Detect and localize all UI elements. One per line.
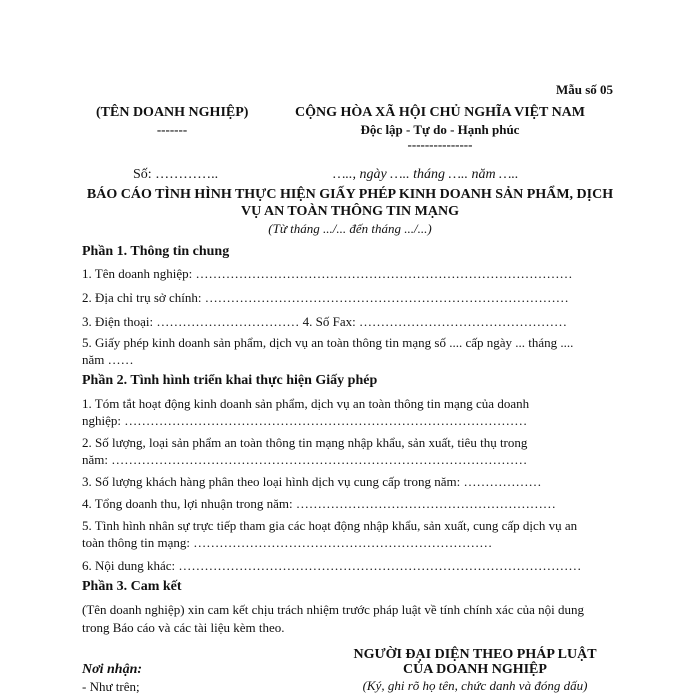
section2-item: 2. Số lượng, loại sản phẩm an toàn thông tin mạng nhập khẩu, sản xuất, tiêu thụ trong: [82, 435, 528, 450]
section1-item: 3. Điện thoại: …………………………… 4. Số Fax: …………………………………………: [82, 314, 567, 329]
section2-item: 3. Số lượng khách hàng phân theo loại hình dịch vụ cung cấp trong năm: ………………: [82, 474, 542, 489]
country-name: CỘNG HÒA XÃ HỘI CHỦ NGHĨA VIỆT NAM: [294, 105, 585, 120]
section2-item: 5. Tình hình nhân sự trực tiếp tham gia các hoạt động nhập khẩu, sản xuất, cung cấp dịch vụ an: [82, 518, 578, 533]
section2-heading: Phần 2. Tình hình triển khai thực hiện Giấy phép: [82, 373, 378, 388]
section2-item: 6. Nội dung khác: …………………………………………………………………………………: [82, 558, 582, 573]
section3-line: trong Báo cáo và các tài liệu kèm theo.: [82, 620, 285, 635]
section1-item: 1. Tên doanh nghiệp: ……………………………………………………………………………: [82, 266, 573, 281]
title-line1: BÁO CÁO TÌNH HÌNH THỰC HIỆN GIẤY PHÉP KINH DOANH SẢN PHẨM, DỊCH: [86, 187, 614, 202]
section3-heading: Phần 3. Cam kết: [82, 579, 182, 594]
section2-item: năm: ……………………………………………………………………………………: [82, 452, 528, 467]
recipients-label: Nơi nhận:: [82, 662, 143, 677]
section2-item: 4. Tổng doanh thu, lợi nhuận trong năm: ……………………………………………………: [82, 496, 556, 511]
section1-item: năm ……: [82, 352, 134, 367]
section2-item: toàn thông tin mạng: ……………………………………………………………: [82, 535, 493, 550]
motto: Độc lập - Tự do - Hạnh phúc: [360, 122, 520, 137]
document-date: ….., ngày ….. tháng ….. năm …..: [333, 167, 519, 182]
section1-heading: Phần 1. Thông tin chung: [82, 244, 230, 259]
section2-item: nghiệp: …………………………………………………………………………………: [82, 413, 528, 428]
signature-note: (Ký, ghi rõ họ tên, chức danh và đóng dấu): [362, 678, 588, 693]
section3-line: (Tên doanh nghiệp) xin cam kết chịu trách nhiệm trước pháp luật về tính chính xác của nội dung: [82, 602, 584, 617]
section2-item: 1. Tóm tắt hoạt động kinh doanh sản phẩm, dịch vụ an toàn thông tin mạng của doanh: [82, 396, 530, 411]
form-number: Mẫu số 05: [556, 82, 614, 97]
company-dashes: -------: [156, 122, 188, 137]
document-number: Số: …………..: [133, 167, 219, 182]
signature-title-line2: CỦA DOANH NGHIỆP: [403, 662, 547, 677]
company-placeholder: (TÊN DOANH NGHIỆP): [96, 105, 249, 120]
motto-dashes: ---------------: [407, 137, 473, 152]
section1-item: 5. Giấy phép kinh doanh sản phẩm, dịch vụ an toàn thông tin mạng số .... cấp ngày ... tháng ....: [82, 335, 574, 350]
recipient-item: - Như trên;: [82, 679, 140, 694]
title-period: (Từ tháng .../... đến tháng .../...): [268, 221, 432, 236]
title-line2: VỤ AN TOÀN THÔNG TIN MẠNG: [241, 204, 459, 219]
signature-title-line1: NGƯỜI ĐẠI DIỆN THEO PHÁP LUẬT: [353, 647, 597, 662]
section1-item: 2. Địa chỉ trụ sở chính: …………………………………………………………………………: [82, 290, 569, 305]
